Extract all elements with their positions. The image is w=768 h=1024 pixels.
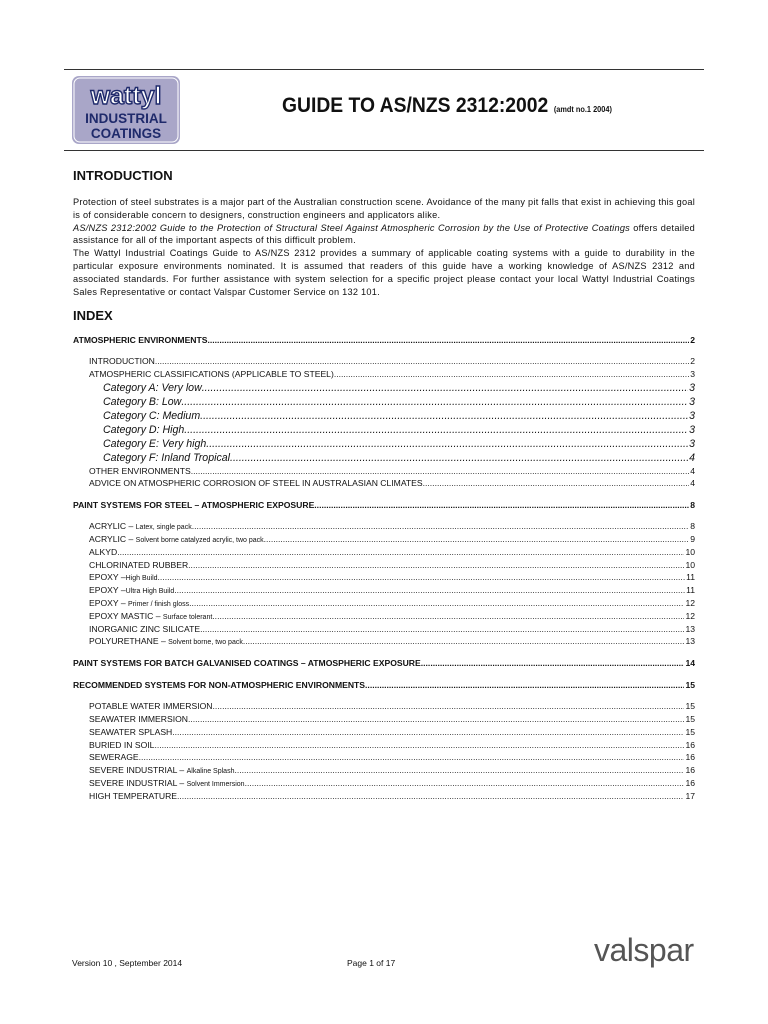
toc-page-number: 14 — [685, 658, 695, 669]
toc-entry-qualifier: Ultra High Build — [125, 588, 175, 596]
toc-entry-category-f[interactable] — [73, 451, 695, 465]
toc-page-number: 10 — [685, 546, 695, 557]
toc-entry-label — [89, 533, 264, 546]
toc-entry-sewerage[interactable] — [73, 751, 695, 764]
toc-entry-main: EPOXY – — [89, 585, 126, 596]
toc-page-number: 8 — [690, 521, 695, 532]
toc-entry-label: Category E: Very high — [103, 437, 207, 450]
toc-entry-main: ALKYD — [89, 546, 118, 557]
toc-section-batch-galvanised[interactable] — [73, 656, 695, 670]
introduction-heading: INTRODUCTION — [73, 168, 173, 183]
toc-entry-label: Category C: Medium — [103, 409, 201, 422]
toc-section-title: ATMOSPHERIC ENVIRONMENTS — [73, 335, 208, 345]
toc-entry-category-c[interactable] — [73, 409, 695, 423]
toc-page-number: 2 — [690, 335, 695, 345]
toc-leader — [207, 333, 689, 347]
toc-entry-label: OTHER ENVIRONMENTS — [89, 465, 191, 476]
toc-page-number: 3 — [689, 423, 695, 436]
toc-leader — [181, 395, 688, 409]
toc-page-number: 3 — [689, 437, 695, 450]
wattyl-logo — [72, 76, 180, 144]
toc-leader — [314, 498, 689, 512]
toc-entry-label — [89, 790, 177, 803]
toc-entry-alkyd[interactable] — [73, 546, 695, 559]
intro-paragraph-1: Protection of steel substrates is a major part of the Australian construction scene. Avoidance of the many pit falls that exist in achieving this goal is of considerable concern to designers, construction engineers and applicators alike. — [73, 197, 695, 220]
logo-line-industrial: INDUSTRIAL — [85, 111, 167, 126]
toc-leader — [200, 623, 684, 636]
toc-page-number: 3 — [689, 395, 695, 408]
toc-entry-epoxy-ultra-high-build[interactable] — [73, 584, 695, 597]
toc-leader — [423, 477, 690, 490]
toc-entry-potable-water[interactable] — [73, 700, 695, 713]
toc-entry-category-e[interactable] — [73, 437, 695, 451]
introduction-text — [73, 196, 695, 298]
toc-entry-polyurethane[interactable] — [73, 635, 695, 648]
toc-entry-main: SEAWATER SPLASH — [89, 726, 173, 737]
toc-entry-qualifier: Alkaline Splash — [186, 768, 235, 776]
toc-page-number: 16 — [685, 765, 695, 776]
toc-entry-label — [89, 546, 117, 559]
toc-entry-label: ADVICE ON ATMOSPHERIC CORROSION OF STEEL IN AUSTRALASIAN CLIMATES — [89, 478, 423, 489]
toc-entry-main: SEWERAGE — [89, 752, 139, 763]
toc-page-number: 11 — [686, 585, 695, 596]
toc-leader — [191, 465, 690, 478]
toc-entry-seawater-splash[interactable] — [73, 726, 695, 739]
toc-section-title: PAINT SYSTEMS FOR STEEL – ATMOSPHERIC EXPOSURE — [73, 500, 315, 511]
toc-leader — [212, 610, 684, 623]
toc-entry-category-a[interactable] — [73, 381, 695, 395]
toc-leader — [177, 790, 684, 803]
toc-page-number: 9 — [690, 533, 695, 544]
toc-leader — [174, 584, 685, 597]
toc-entry-main: EPOXY MASTIC – — [89, 610, 163, 621]
toc-page-number: 4 — [690, 478, 695, 489]
toc-entry-label — [89, 751, 139, 764]
intro-paragraph-3: The Wattyl Industrial Coatings Guide to AS/NZS 2312 provides a summary of applicable coating systems with a guide to durability in the particular exposure environments nominated. It is assumed that readers of this guide have a working knowledge of AS/NZS 2312 and associated standards. For further assistance with system selection for a specific project please contact your local Wattyl Industrial Coatings Sales Representative or contact Valspar Customer Service on 132 101. — [73, 248, 695, 297]
toc-leader — [243, 635, 685, 648]
toc-page-number: 15 — [685, 701, 695, 712]
toc-leader — [213, 700, 685, 713]
toc-entry-other-environments[interactable] — [73, 465, 695, 478]
title-amendment-note: (amdt no.1 2004) — [553, 105, 612, 114]
toc-page-number: 17 — [685, 790, 695, 801]
toc-entry-label: Category D: High — [103, 423, 185, 436]
top-rule — [64, 69, 704, 70]
toc-section-paint-systems-steel[interactable] — [73, 498, 695, 512]
toc-entry-main: EPOXY – — [89, 597, 129, 608]
toc-entry-label: ATMOSPHERIC CLASSIFICATIONS (APPLICABLE TO STEEL) — [89, 368, 334, 379]
header-rule — [64, 150, 704, 151]
toc-entry-main: INORGANIC ZINC SILICATE — [89, 623, 201, 634]
toc-page-number: 12 — [685, 610, 695, 621]
toc-page-number: 15 — [685, 713, 695, 724]
toc-entry-label: Category B: Low — [103, 395, 182, 408]
toc-entry-main: CHLORINATED RUBBER — [89, 559, 189, 570]
toc-entry-category-b[interactable] — [73, 395, 695, 409]
toc-entry-label — [89, 739, 154, 752]
toc-entry-main: ACRYLIC – — [89, 533, 136, 544]
toc-entry-qualifier: Solvent borne, two pack — [168, 639, 243, 647]
toc-leader — [117, 546, 684, 559]
toc-entry-severe-industrial-alkaline[interactable] — [73, 764, 695, 777]
toc-entry-main: EPOXY – — [89, 572, 126, 583]
toc-page-number: 16 — [685, 752, 695, 763]
toc-entry-main: SEAWATER IMMERSION — [89, 713, 188, 724]
toc-leader — [365, 678, 684, 692]
toc-entry-qualifier: Solvent borne catalyzed acrylic, two pack — [135, 536, 264, 544]
page-title — [282, 94, 612, 118]
toc-entry-main: BURIED IN SOIL — [89, 739, 155, 750]
toc-page-number: 4 — [690, 465, 695, 476]
toc-entry-label: Category A: Very low — [103, 381, 202, 394]
toc-entry-label — [89, 713, 188, 726]
footer-page-number: Page 1 of 17 — [347, 958, 396, 968]
toc-leader — [158, 571, 686, 584]
toc-entry-label — [89, 571, 158, 584]
toc-entry-label — [89, 777, 245, 790]
intro-paragraph-2-rest: offers detailed assistance for all of the important aspects of this difficult problem. — [73, 222, 695, 246]
standard-title: AS/NZS 2312:2002 Guide to the Protection of Structural Steel Against Atmospheric Corrosion by the Use of Protective Coatings — [73, 222, 631, 233]
footer-version: Version 10 , September 2014 — [72, 958, 183, 968]
toc-entry-label — [89, 623, 200, 636]
toc-entry-main: POTABLE WATER IMMERSION — [89, 701, 213, 712]
toc-page-number: 12 — [685, 597, 695, 608]
toc-section-atmospheric-environments[interactable] — [73, 333, 695, 347]
toc-page-number: 3 — [690, 368, 695, 379]
toc-page-number: 3 — [689, 409, 695, 422]
index-heading: INDEX — [73, 308, 113, 323]
toc-page-number: 13 — [685, 623, 695, 634]
toc-entry-acrylic-solvent-borne[interactable] — [73, 533, 695, 546]
toc-entry-main: SEVERE INDUSTRIAL – — [89, 777, 187, 788]
toc-leader — [139, 751, 685, 764]
toc-leader — [234, 764, 684, 777]
toc-section-title: PAINT SYSTEMS FOR BATCH GALVANISED COATINGS – ATMOSPHERIC EXPOSURE — [73, 658, 421, 669]
toc-entry-label — [89, 764, 234, 777]
intro-paragraph-2 — [73, 222, 695, 248]
toc-page-number: 10 — [685, 559, 695, 570]
toc-leader — [189, 597, 684, 610]
toc-entry-qualifier: Latex, single pack — [135, 524, 192, 532]
toc-entry-buried-in-soil[interactable] — [73, 739, 695, 752]
toc-leader — [202, 381, 688, 395]
toc-entry-epoxy-mastic[interactable] — [73, 610, 695, 623]
toc-leader — [188, 559, 684, 572]
toc-entry-label — [89, 610, 212, 623]
valspar-logo: valspar — [594, 932, 694, 968]
toc-leader — [155, 355, 689, 368]
toc-section-non-atmospheric[interactable] — [73, 678, 695, 692]
toc-entry-severe-industrial-solvent[interactable] — [73, 777, 695, 790]
toc-entry-acrylic-latex[interactable] — [73, 520, 695, 533]
toc-page-number: 8 — [690, 500, 695, 511]
toc-entry-atmospheric-classifications[interactable] — [73, 368, 695, 381]
toc-entry-qualifier: Primer / finish gloss — [128, 600, 190, 608]
toc-entry-qualifier: Solvent Immersion — [186, 780, 245, 788]
toc-leader — [188, 713, 684, 726]
toc-entry-label: Category F: Inland Tropical — [103, 451, 230, 464]
title-text: GUIDE TO AS/NZS 2312:2002 — [282, 94, 549, 117]
toc-entry-label — [89, 635, 243, 648]
toc-entry-label — [89, 520, 192, 533]
logo-line-coatings: COATINGS — [90, 126, 162, 141]
toc-entry-main: POLYURETHANE – — [89, 636, 169, 647]
toc-entry-label — [89, 597, 189, 610]
table-of-contents — [73, 333, 695, 803]
toc-entry-advice-atmospheric-corrosion[interactable] — [73, 477, 695, 490]
toc-leader — [172, 726, 684, 739]
toc-leader — [230, 451, 688, 465]
toc-page-number: 3 — [689, 381, 695, 394]
toc-entry-epoxy-high-build[interactable] — [73, 571, 695, 584]
toc-leader — [154, 739, 684, 752]
logo-wordmark: wattyl — [90, 82, 162, 110]
toc-page-number: 16 — [685, 739, 695, 750]
toc-entry-label: INTRODUCTION — [89, 356, 155, 366]
toc-section-title: RECOMMENDED SYSTEMS FOR NON-ATMOSPHERIC ENVIRONMENTS — [73, 680, 366, 691]
toc-entry-epoxy-primer-finish[interactable] — [73, 597, 695, 610]
toc-leader — [206, 437, 688, 451]
toc-entry-label — [89, 584, 174, 597]
toc-entry-main: HIGH TEMPERATURE — [89, 790, 178, 801]
toc-entry-label — [89, 726, 172, 739]
toc-page-number: 11 — [686, 572, 695, 583]
toc-entry-label — [89, 559, 188, 572]
toc-page-number: 15 — [685, 726, 695, 737]
toc-leader — [264, 533, 690, 546]
toc-page-number: 16 — [685, 777, 695, 788]
toc-page-number: 4 — [689, 451, 695, 464]
toc-entry-high-temperature[interactable] — [73, 790, 695, 803]
toc-entry-inorganic-zinc-silicate[interactable] — [73, 623, 695, 636]
toc-page-number: 2 — [690, 356, 695, 366]
toc-leader — [200, 409, 688, 423]
toc-page-number: 13 — [685, 636, 695, 647]
toc-entry-main: ACRYLIC – — [89, 521, 136, 532]
toc-leader — [421, 656, 685, 670]
toc-page-number: 15 — [685, 680, 695, 691]
toc-entry-chlorinated-rubber[interactable] — [73, 559, 695, 572]
toc-entry-main: SEVERE INDUSTRIAL – — [89, 765, 187, 776]
toc-entry-category-d[interactable] — [73, 423, 695, 437]
toc-entry-introduction[interactable] — [73, 355, 695, 368]
toc-entry-label — [89, 700, 213, 713]
toc-entry-seawater-immersion[interactable] — [73, 713, 695, 726]
toc-leader — [192, 520, 690, 533]
toc-leader — [245, 777, 685, 790]
toc-leader — [334, 368, 689, 381]
toc-leader — [184, 423, 688, 437]
toc-entry-qualifier: High Build — [125, 575, 158, 583]
toc-entry-qualifier: Surface tolerant — [162, 613, 213, 621]
